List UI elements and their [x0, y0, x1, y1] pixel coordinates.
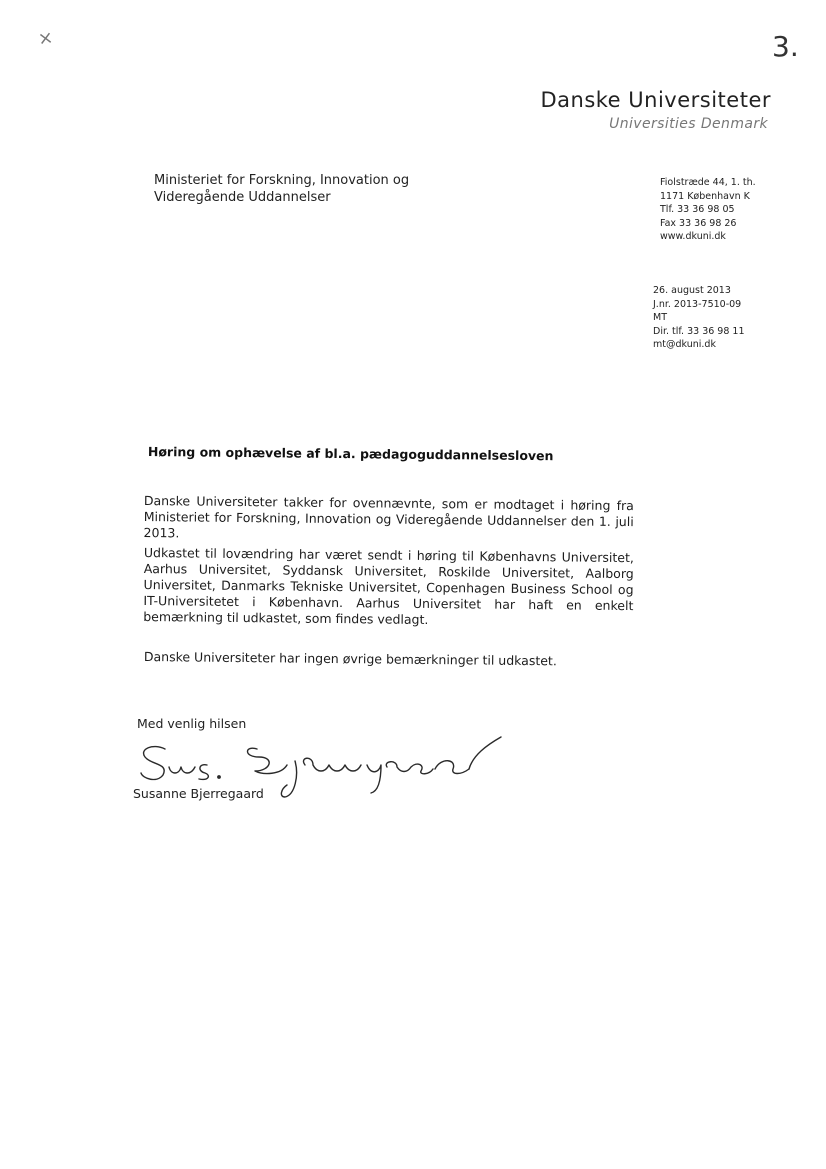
closing-salutation: Med venlig hilsen — [137, 716, 247, 731]
direct-phone: Dir. tlf. 33 36 98 11 — [653, 325, 745, 337]
sender-street: Fiolstræde 44, 1. th. — [660, 177, 756, 188]
letterhead-org-name: Danske Universiteter — [540, 88, 771, 112]
journal-number: J.nr. 2013-7510-09 — [653, 298, 742, 310]
sender-address — [660, 176, 756, 244]
letterhead-org-name-english: Universities Denmark — [609, 116, 768, 132]
sender-city: 1171 København K — [660, 190, 750, 202]
sender-fax: Fax 33 36 98 26 — [660, 217, 737, 229]
author-initials: MT — [653, 312, 667, 323]
recipient-line: Ministeriet for Forskning, Innovation og — [154, 173, 410, 188]
signer-name: Susanne Bjerregaard — [133, 786, 264, 801]
reference-block — [653, 284, 745, 352]
margin-check-mark: × — [36, 27, 55, 50]
recipient-line: Videregående Uddannelser — [154, 190, 331, 205]
body-paragraph-2: Udkastet til lovændring har været sendt i høring til Københavns Universitet, Aarhus Universitet, Syddansk Universitet, Roskilde Universitet, Aalborg Universitet, Danmarks Tekniske Universitet, Copenhagen Business School og IT-Universitetet i København. Aarhus Universitet har haft en enkelt bemærkning til udkastet, som findes vedlagt. — [143, 545, 634, 627]
page-number: 3. — [772, 30, 799, 63]
contact-email: mt@dkuni.dk — [653, 339, 716, 350]
letter-date: 26. august 2013 — [653, 285, 731, 296]
recipient-address — [154, 172, 409, 206]
body-paragraph-1: Danske Universiteter takker for ovennævnte, som er modtaget i høring fra Ministeriet for Forskning, Innovation og Videregående Uddannelser den 1. juli 2013. — [143, 493, 634, 541]
sender-website: www.dkuni.dk — [660, 231, 726, 242]
body-paragraph-3: Danske Universiteter har ingen øvrige bemærkninger til udkastet. — [143, 649, 557, 669]
letter-subject: Høring om ophævelse af bl.a. pædagoguddannelsesloven — [147, 444, 554, 464]
sender-phone: Tlf. 33 36 98 05 — [660, 204, 735, 215]
